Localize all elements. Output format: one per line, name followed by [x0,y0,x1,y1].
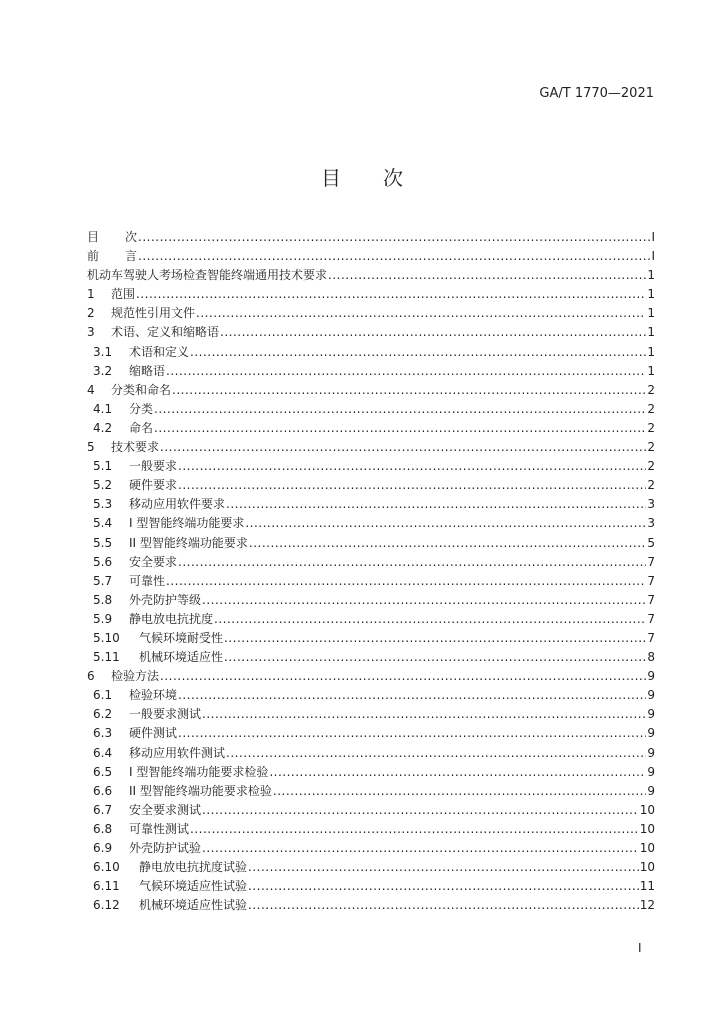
toc-entry-title: 移动应用软件测试 [129,745,226,760]
toc-entry-page: 9 [647,745,655,760]
toc-entry-number: 前 [87,249,100,264]
toc-entry[interactable] [87,591,655,610]
toc-entry-number: 6.2 [93,707,113,722]
toc-entry-number: 5.11 [93,650,120,665]
toc-entry[interactable] [87,228,655,247]
toc-entry-title: II 型智能终端功能要求检验 [129,783,272,798]
toc-entry[interactable] [87,400,655,419]
toc-entry-page: 10 [639,860,655,875]
toc-entry-page: 9 [647,726,655,741]
toc-entry[interactable] [87,782,655,801]
toc-entry-page: 2 [647,440,655,455]
toc-entry[interactable] [87,457,655,476]
toc-entry-page: 1 [647,344,655,359]
toc-entry-title: 气候环境耐受性 [139,630,224,645]
toc-entry-page: 1 [647,325,655,340]
toc-entry-number: 5.1 [93,459,113,474]
toc-entry-number: 6 [87,669,95,684]
toc-entry[interactable] [87,667,655,686]
toc-entry[interactable] [87,763,655,782]
toc-entry-page: 1 [647,287,655,302]
toc-entry-page: 7 [647,573,655,588]
toc-leader-dots [249,534,646,553]
toc-leader-dots [138,247,650,266]
toc-entry-page: 7 [647,592,655,607]
toc-entry-number: 5.10 [93,630,120,645]
toc-entry-number: 5.4 [93,516,113,531]
toc-entry[interactable] [87,323,655,342]
toc-leader-dots [226,495,646,514]
toc-entry-number: 6.3 [93,726,113,741]
toc-entry-page: I [651,249,655,264]
toc-entry-number: 5.9 [93,611,113,626]
toc-entry-title: 安全要求 [129,554,178,569]
toc-entry-number: 6.6 [93,783,113,798]
toc-entry-number: 6.11 [93,879,120,894]
table-of-contents [87,228,655,915]
toc-entry-title: 分类和命名 [111,382,172,397]
toc-leader-dots [214,610,646,629]
toc-entry[interactable] [87,705,655,724]
toc-entry-number: 6.1 [93,688,113,703]
toc-entry[interactable] [87,381,655,400]
toc-entry[interactable] [87,495,655,514]
toc-leader-dots [190,820,639,839]
toc-entry-page: 11 [639,879,655,894]
toc-entry-title: 机械环境适应性 [139,650,224,665]
toc-entry-number: 3.2 [93,363,113,378]
toc-entry-title: 可靠性测试 [129,821,190,836]
toc-entry[interactable] [87,285,655,304]
toc-leader-dots [248,877,639,896]
toc-entry-page: 2 [647,478,655,493]
toc-entry-title: 外壳防护试验 [129,841,202,855]
toc-entry-number: 目 [87,230,100,244]
toc-leader-dots [154,400,646,419]
toc-entry-title: 命名 [129,420,154,435]
toc-entry-number: 6.12 [93,898,120,913]
toc-entry-title: 规范性引用文件 [111,306,196,321]
toc-entry-number: 6.7 [93,802,113,817]
toc-leader-dots [178,476,646,495]
toc-entry-number: 5.8 [93,592,113,607]
toc-entry-page: 7 [647,611,655,626]
toc-leader-dots [138,228,650,247]
toc-entry[interactable] [87,572,655,591]
page-title [0,162,724,191]
page-number: I [638,941,642,955]
toc-entry-page: 10 [639,802,655,817]
toc-leader-dots [190,343,646,362]
toc-entry-number: 2 [87,306,95,321]
toc-entry[interactable] [87,801,655,820]
toc-entry-number: 4.1 [93,401,113,416]
toc-leader-dots [154,419,646,438]
toc-entry-number: 5.2 [93,478,113,493]
toc-entry-number: 4.2 [93,420,113,435]
title-char-left: 目 [321,166,341,190]
toc-entry-number: 6.5 [93,764,113,779]
toc-entry[interactable] [87,839,655,858]
toc-entry[interactable] [87,724,655,743]
toc-entry[interactable] [87,476,655,495]
toc-entry-title: 检验方法 [111,669,160,684]
toc-entry-title: 缩略语 [129,363,166,378]
toc-entry[interactable] [87,304,655,323]
toc-entry[interactable] [87,877,655,896]
toc-entry[interactable] [87,648,655,667]
toc-entry-page: 9 [647,669,655,684]
toc-entry-title: I 型智能终端功能要求检验 [129,764,269,779]
toc-leader-dots [202,801,639,820]
toc-leader-dots [178,724,646,743]
toc-entry-number: 3 [87,325,95,340]
toc-entry-title: II 型智能终端功能要求 [129,535,248,550]
toc-entry-page: I [651,230,655,244]
toc-entry-page: 2 [647,382,655,397]
toc-entry[interactable] [87,896,655,915]
toc-leader-dots [202,705,646,724]
toc-entry[interactable] [87,553,655,572]
toc-leader-dots [269,763,646,782]
toc-leader-dots [202,591,646,610]
toc-entry-page: 3 [647,516,655,531]
toc-entry-title: 硬件要求 [129,478,178,493]
toc-leader-dots [202,839,639,858]
toc-entry-page: 9 [647,688,655,703]
toc-leader-dots [248,896,639,915]
toc-entry[interactable] [87,247,655,266]
toc-leader-dots [220,323,646,342]
toc-entry-page: 5 [647,535,655,550]
toc-entry[interactable] [87,419,655,438]
toc-leader-dots [273,782,646,801]
toc-leader-dots [178,457,646,476]
toc-entry-page: 1 [647,306,655,321]
title-char-right: 次 [383,166,403,190]
toc-leader-dots [196,304,646,323]
toc-entry-page: 9 [647,707,655,722]
toc-entry-title: 机械环境适应性试验 [139,898,248,913]
toc-entry-title: 次 [125,230,138,244]
toc-entry-title: 分类 [129,401,154,416]
toc-entry-page: 1 [647,268,655,283]
toc-entry-title: 言 [125,249,138,264]
toc-entry-number: 6.10 [93,860,120,875]
toc-entry[interactable] [87,362,655,381]
toc-entry-number: 5 [87,440,95,455]
toc-entry-title: 移动应用软件要求 [129,497,226,512]
toc-entry-title: 一般要求测试 [129,707,202,722]
toc-leader-dots [172,381,646,400]
toc-entry-page: 10 [639,821,655,836]
toc-entry-page: 7 [647,630,655,645]
toc-leader-dots [166,362,646,381]
toc-leader-dots [224,629,646,648]
toc-leader-dots [245,514,646,533]
toc-entry-page: 8 [647,650,655,665]
toc-entry-number: 6.4 [93,745,113,760]
toc-entry-title: 静电放电抗扰度 [129,611,214,626]
toc-entry[interactable] [87,610,655,629]
toc-entry-title: 检验环境 [129,688,178,703]
toc-entry[interactable] [87,686,655,705]
toc-entry[interactable] [87,820,655,839]
toc-leader-dots [178,686,646,705]
toc-entry[interactable] [87,514,655,533]
document-code: GA/T 1770—2021 [539,86,654,101]
toc-leader-dots [226,744,646,763]
toc-leader-dots [224,648,646,667]
toc-entry-page: 1 [647,363,655,378]
toc-entry-page: 7 [647,554,655,569]
toc-entry[interactable] [87,534,655,553]
toc-entry-number: 6.8 [93,821,113,836]
toc-entry-number: 5.5 [93,535,113,550]
toc-entry-title: 一般要求 [129,459,178,474]
toc-entry-page: 10 [639,841,655,855]
toc-leader-dots [160,667,646,686]
toc-leader-dots [248,858,639,877]
toc-entry-title: 机动车驾驶人考场检查智能终端通用技术要求 [87,268,328,283]
toc-leader-dots [136,285,646,304]
toc-entry[interactable] [87,629,655,648]
toc-entry-number: 4 [87,382,95,397]
toc-leader-dots [178,553,646,572]
toc-entry-number: 6.9 [93,841,113,855]
toc-entry-title: 气候环境适应性试验 [139,879,248,894]
toc-entry-title: 范围 [111,287,136,302]
toc-entry-number: 5.3 [93,497,113,512]
toc-entry-page: 9 [647,783,655,798]
toc-entry-number: 1 [87,287,95,302]
toc-entry-title: 静电放电抗扰度试验 [139,860,248,875]
toc-entry-title: 术语、定义和缩略语 [111,325,220,340]
toc-entry[interactable] [87,744,655,763]
toc-entry-page: 2 [647,401,655,416]
toc-entry-title: 可靠性 [129,573,166,588]
toc-entry[interactable] [87,438,655,457]
toc-entry-page: 12 [639,898,655,913]
toc-entry-title: 术语和定义 [129,344,190,359]
toc-entry-number: 3.1 [93,344,113,359]
toc-entry-title: 外壳防护等级 [129,592,202,607]
toc-entry[interactable] [87,858,655,877]
toc-entry-title: I 型智能终端功能要求 [129,516,245,531]
toc-entry-title: 技术要求 [111,440,160,455]
toc-entry-number: 5.7 [93,573,113,588]
toc-entry-title: 安全要求测试 [129,802,202,817]
toc-entry-page: 2 [647,459,655,474]
toc-leader-dots [166,572,646,591]
toc-entry-title: 硬件测试 [129,726,178,741]
toc-leader-dots [160,438,646,457]
toc-entry[interactable] [87,266,655,285]
toc-entry[interactable] [87,343,655,362]
toc-leader-dots [328,266,646,285]
toc-entry-page: 9 [647,764,655,779]
toc-entry-page: 3 [647,497,655,512]
toc-entry-number: 5.6 [93,554,113,569]
toc-entry-page: 2 [647,420,655,435]
